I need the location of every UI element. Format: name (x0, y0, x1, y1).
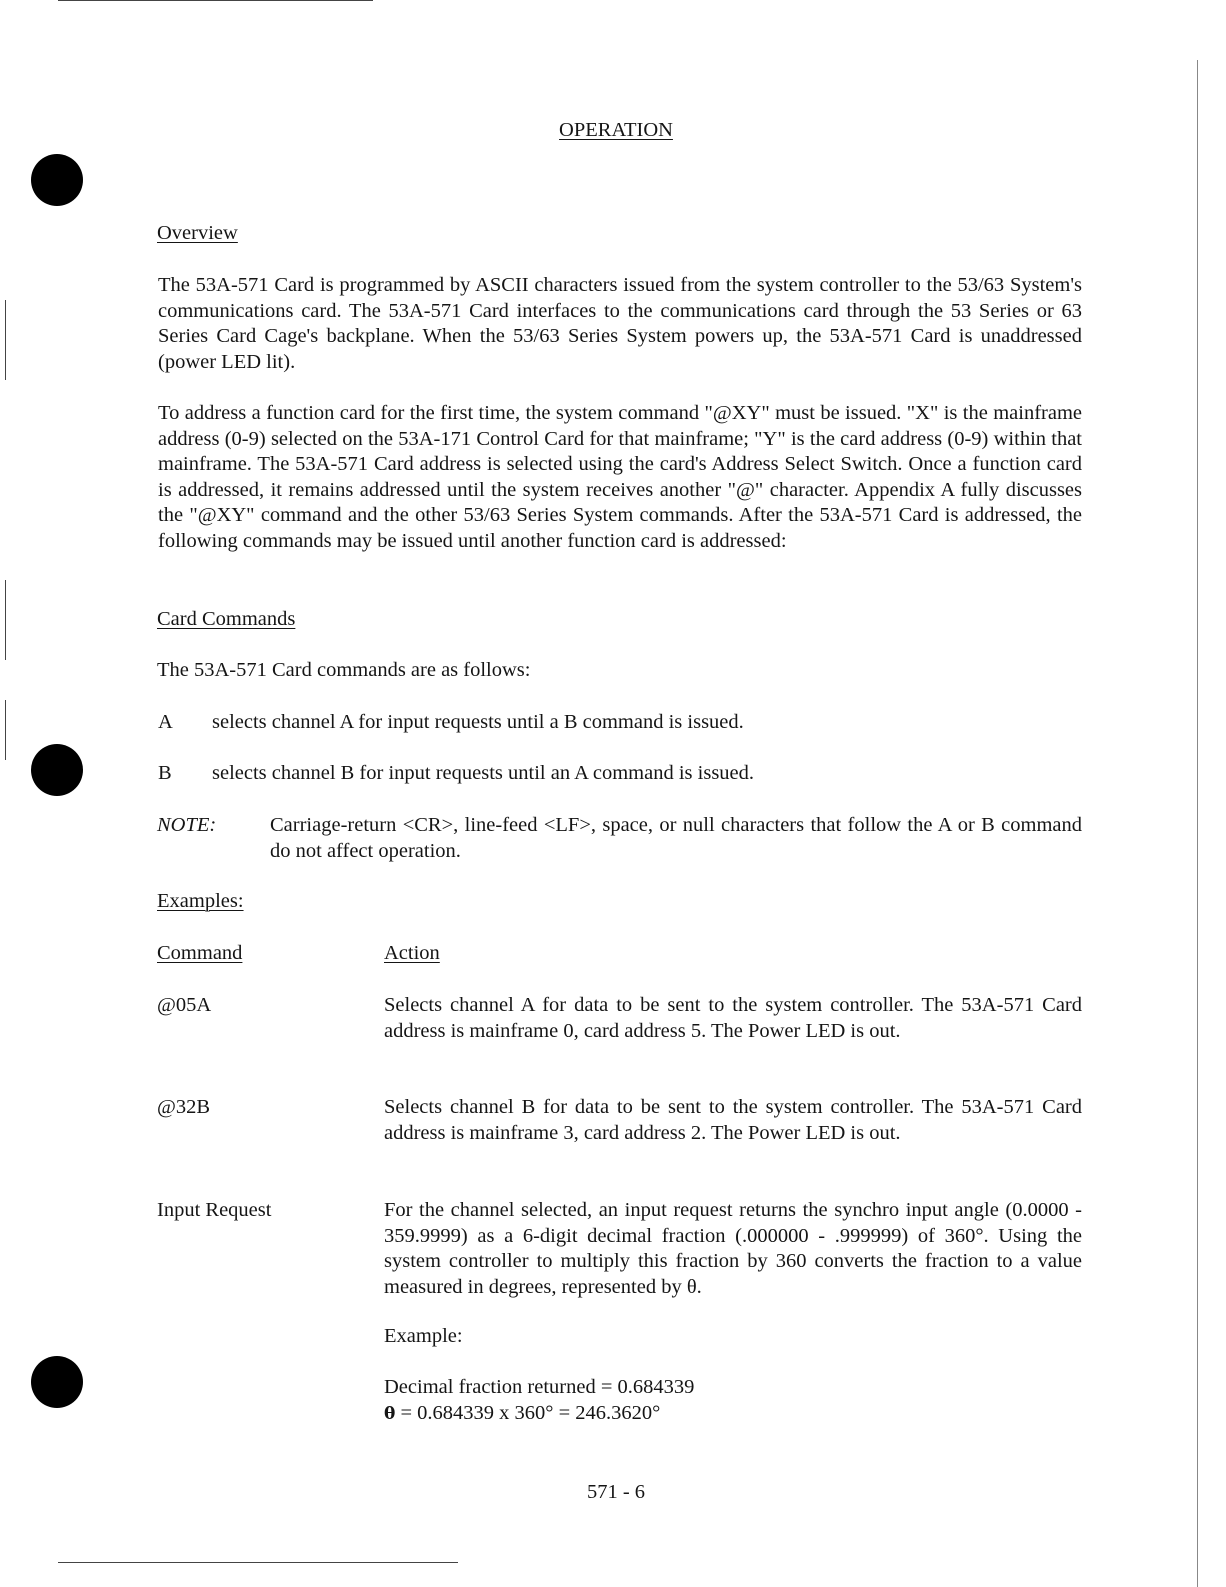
command-a-key: A (158, 711, 173, 733)
command-b-key: B (158, 762, 172, 784)
overview-paragraph-1: The 53A-571 Card is programmed by ASCII characters issued from the system controller to the 53/63 System's communications card. The 53A-571 Card interfaces to the communications card through the 53 Series or 63 Series Card Cage's backplane. When the 53/63 Series System powers up, the 53A-571 Card is unaddressed (power LED lit). (158, 274, 1082, 373)
left-edge-line-2 (5, 580, 6, 660)
binder-hole-bottom (31, 1356, 83, 1408)
overview-paragraph-2: To address a function card for the first time, the system command "@XY" must be issued. "X" is the mainframe address (0-9) selected on the 53A-171 Control Card for that mainframe; "Y" is the card address (0-9) within that mainframe. The 53A-571 Card address is selected using the card's Address Select Switch. Once a function card is addressed, it remains addressed until the system receives another "@" character. Appendix A fully discusses the "@XY" command and the other 53/63 Series System commands. After the 53A-571 Card is addressed, the following commands may be issued until another function card is addressed: (158, 402, 1082, 552)
column-header-command: Command (157, 942, 243, 964)
note-label: NOTE: (157, 814, 217, 836)
right-edge-line (1197, 60, 1198, 1587)
example-line-1: Decimal fraction returned = 0.684339 (384, 1376, 695, 1398)
example-action-2: Selects channel B for data to be sent to the system controller. The 53A-571 Card address is mainframe 3, card address 2. The Power LED is out. (384, 1096, 1082, 1144)
overview-heading: Overview (157, 222, 238, 244)
top-edge-line (58, 0, 373, 1)
example-line-2 (384, 1401, 660, 1428)
example-action-3: For the channel selected, an input request returns the synchro input angle (0.0000 - 359.9999) as a 6-digit decimal fraction (.000000 - .999999) of 360°. Using the system controller to multiply this fraction by 360 converts the fraction to a value measured in degrees, represented by θ. (384, 1199, 1082, 1298)
example-line-2-text: = 0.684339 x 360° = 246.3620° (400, 1402, 661, 1424)
command-a-text: selects channel A for input requests until a B command is issued. (212, 711, 744, 733)
left-edge-line-3 (5, 700, 6, 760)
page-number: 571 - 6 (586, 1481, 646, 1503)
example-command-1: @05A (157, 994, 212, 1016)
left-edge-line-1 (5, 300, 6, 380)
column-header-action: Action (384, 942, 440, 964)
example-command-2: @32B (157, 1096, 211, 1118)
page-title: OPERATION (559, 119, 673, 141)
command-b-text: selects channel B for input requests until an A command is issued. (212, 762, 755, 784)
binder-hole-top (31, 154, 83, 206)
theta-symbol: θ (384, 1404, 396, 1424)
bottom-edge-line (58, 1562, 458, 1563)
example-action-1: Selects channel A for data to be sent to the system controller. The 53A-571 Card address is mainframe 0, card address 5. The Power LED is out. (384, 994, 1082, 1042)
binder-hole-middle (31, 744, 83, 796)
note-text: Carriage-return <CR>, line-feed <LF>, space, or null characters that follow the A or B command do not affect operation. (270, 814, 1082, 862)
examples-heading: Examples: (157, 890, 244, 912)
example-command-3: Input Request (157, 1199, 272, 1221)
example-label: Example: (384, 1325, 463, 1347)
card-commands-heading: Card Commands (157, 608, 296, 630)
card-commands-intro: The 53A-571 Card commands are as follows: (157, 659, 531, 681)
